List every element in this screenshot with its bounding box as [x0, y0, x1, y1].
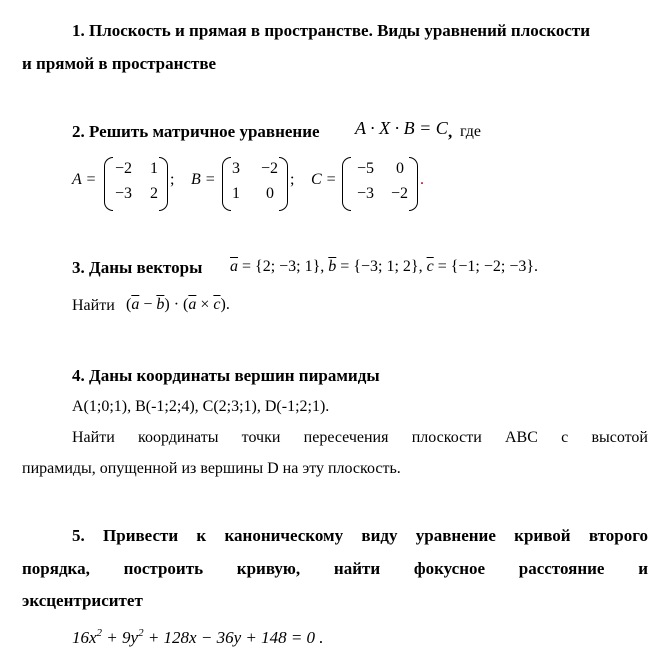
- equation-part: 16x: [72, 628, 97, 647]
- task5-equation: [72, 628, 324, 648]
- matrix-c-end: .: [420, 171, 424, 188]
- task2-comma: ,: [448, 122, 453, 141]
- expr-vector-a: $\overline{a}$: [131, 296, 140, 313]
- matrix-c-cell: −5: [356, 160, 374, 177]
- matrix-b-cell: 0: [266, 185, 274, 202]
- task2-title: 2. Решить матричное уравнение: [72, 122, 320, 141]
- expr-vector-a: $\overline{a}$: [188, 296, 197, 313]
- task2-where: где: [460, 123, 482, 140]
- task4-title: 4. Даны координаты вершин пирамиды: [72, 366, 380, 385]
- equation-part: + 128x − 36y + 148 = 0 .: [143, 628, 324, 647]
- matrix-a: [104, 157, 168, 209]
- task4-points: A(1;0;1), B(-1;2;4), C(2;3;1), D(-1;2;1).: [72, 398, 330, 415]
- task3-expression: [126, 296, 230, 314]
- task3-vectors: [230, 258, 538, 276]
- expr-vector-b: $\overline{b}$: [156, 296, 165, 313]
- equation-exponent: 2: [138, 627, 144, 639]
- matrix-a-cell: −2: [114, 160, 132, 177]
- task1-line1: 1. Плоскость и прямая в пространстве. Виды уравнений плоскости: [72, 21, 591, 40]
- matrix-b-right-paren: [279, 157, 288, 211]
- matrix-a-cell: 2: [150, 185, 158, 202]
- vector-a-value: = {2; −3; 1},: [242, 258, 325, 275]
- expr-vector-c: $\overline{c}$: [213, 296, 221, 313]
- vector-b-symbol: $\overline{b}$: [328, 258, 337, 275]
- matrix-b: [222, 157, 288, 209]
- task3-title: 3. Даны векторы: [72, 258, 203, 277]
- vector-c-value: = {−1; −2; −3}.: [437, 258, 539, 275]
- task5-line1: 5. Привести к каноническому виду уравнение кривой второго: [72, 526, 648, 545]
- task5-line2: порядка, построить кривую, найти фокусное расстояние и: [22, 559, 648, 578]
- expr-part: ).: [220, 296, 230, 313]
- matrix-a-cell: −3: [114, 185, 132, 202]
- matrix-c-left-paren: [342, 157, 351, 211]
- matrix-b-cell: 1: [232, 185, 240, 202]
- matrix-a-left-paren: [104, 157, 113, 211]
- matrix-a-cell: 1: [150, 160, 158, 177]
- matrix-a-sep: ;: [170, 171, 175, 188]
- vector-c-symbol: $\overline{c}$: [426, 258, 434, 275]
- matrix-c-cell: −3: [356, 185, 374, 202]
- task1-line2: и прямой в пространстве: [22, 54, 217, 73]
- matrix-a-label: A =: [72, 171, 97, 188]
- equation-part: + 9y: [102, 628, 139, 647]
- task2-equation: A · X · B = C: [355, 118, 448, 138]
- vector-a-symbol: $\overline{a}$: [230, 258, 238, 275]
- expr-part: (: [126, 296, 132, 313]
- task4-text-line1: Найти координаты точки пересечения плоскости ABC с высотой: [72, 429, 648, 446]
- expr-part: −: [139, 296, 157, 313]
- equation-exponent: 2: [96, 627, 103, 639]
- matrix-c-cell: −2: [390, 185, 408, 202]
- matrix-b-left-paren: [222, 157, 231, 211]
- task5-line3: эксцентриситет: [22, 591, 143, 610]
- matrix-b-cell: −2: [260, 160, 278, 177]
- expr-part: ×: [196, 296, 214, 313]
- matrix-a-right-paren: [159, 157, 168, 211]
- matrix-b-label: B =: [191, 171, 216, 188]
- matrix-c-label: C =: [311, 171, 337, 188]
- matrix-c-right-paren: [409, 157, 418, 211]
- task3-find: Найти: [72, 297, 115, 314]
- matrix-c: [342, 157, 418, 209]
- task4-text-line2: пирамиды, опущенной из вершины D на эту плоскость.: [22, 460, 401, 477]
- matrix-b-cell: 3: [232, 160, 240, 177]
- matrix-c-cell: 0: [396, 160, 404, 177]
- matrix-b-sep: ;: [290, 171, 295, 188]
- expr-part: ) · (: [164, 296, 189, 313]
- vector-b-value: = {−3; 1; 2},: [340, 258, 423, 275]
